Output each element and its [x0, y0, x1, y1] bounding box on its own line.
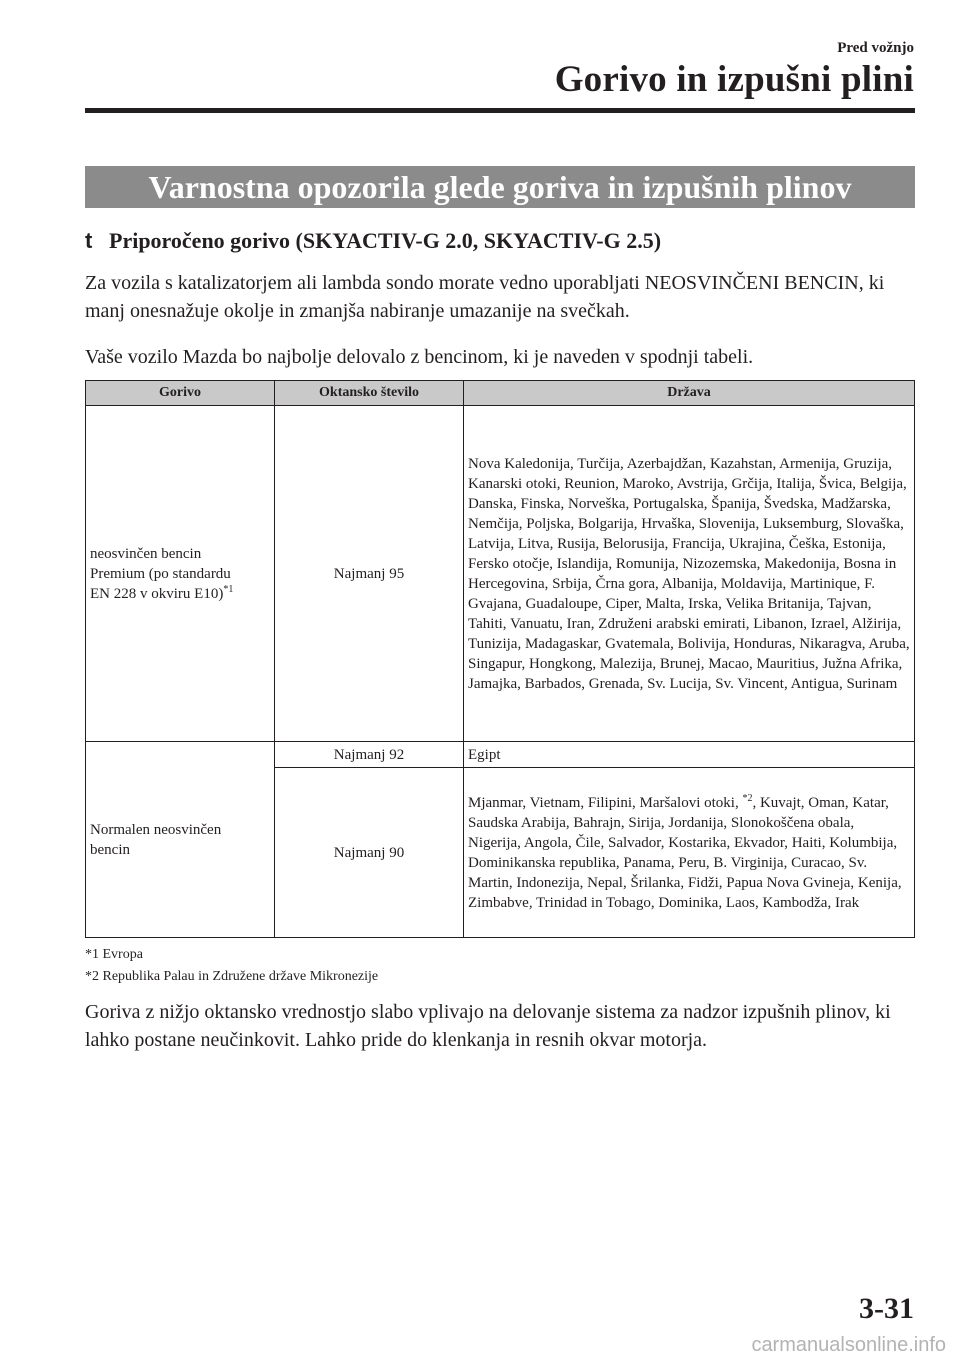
footnote-ref: *1 [223, 583, 234, 595]
closing-paragraph: Goriva z nižjo oktansko vrednostjo slabo vplivajo na delovanje sistema za nadzor izpušnih plinov, ki lahko postane neučinkovit. Lahko pride do klenkanja in resnih okvar motorja. [85, 1001, 891, 1051]
fuel-cell [86, 742, 275, 938]
table-header-row [86, 381, 915, 406]
table-row [86, 742, 915, 768]
fuel-line: Normalen neosvinčen [90, 821, 222, 838]
country-text: , Kuvajt, Oman, Katar, Saudska Arabija, Bahrajn, Sirija, Jordanija, Slonokoščena obala, Nigerija, Angola, Čile, Salvador, Kostarika, Ekvador, Haiti, Kolumbija, Dominikanska republika, Panama, Peru, B. Virginija, Curacao, Sv. Martin, Indonezija, Nepal, Šrilanka, Fidži, Papua Nova Gvineja, Kenija, Zimbabve, Trinidad in Tobago, Dominika, Laos, Kambodža, Irak [468, 794, 902, 911]
country-text: Mjanmar, Vietnam, Filipini, Maršalovi otoki, [468, 794, 739, 811]
octane-cell: Najmanj 90 [275, 768, 464, 938]
fuel-line: bencin [90, 841, 130, 858]
intro-paragraph: Za vozila s katalizatorjem ali lambda sondo morate vedno uporabljati NEOSVINČENI BENCIN, ki manj onesnažuje okolje in zmanjša nabiranje umazanije na svečkah. [85, 272, 885, 322]
fuel-line: neosvinčen bencin [90, 545, 202, 562]
header-country: Država [464, 381, 915, 406]
bullet-icon: t [85, 228, 93, 253]
header-octane: Oktansko število [275, 381, 464, 406]
fuel-line: Premium (po standardu [90, 565, 231, 582]
footnote: *2 Republika Palau in Združene države Mikronezije [85, 969, 379, 984]
subheading [85, 228, 661, 254]
country-cell [464, 768, 915, 938]
chapter-title: Gorivo in izpušni plini [554, 59, 914, 100]
fuel-cell [86, 406, 275, 742]
table-row [86, 406, 915, 742]
footnote-ref: *2 [742, 792, 753, 804]
footnote: *1 Evropa [85, 947, 143, 962]
section-banner: Varnostna opozorila glede goriva in izpušnih plinov [85, 166, 915, 208]
country-cell: Nova Kaledonija, Turčija, Azerbajdžan, Kazahstan, Armenija, Gruzija, Kanarski otoki, Reunion, Maroko, Avstrija, Grčija, Italija, Švica, Belgija, Danska, Finska, Norveška, Portugalska, Španija, Švedska, Madžarska, Nemčija, Poljska, Bolgarija, Hrvaška, Slovenija, Luksemburg, Slovaška, Latvija, Litva, Rusija, Belorusija, Francija, Ukrajina, Češka, Estonija, Fersko otočje, Islandija, Romunija, Nizozemska, Makedonija, Bosna in Hercegovina, Srbija, Črna gora, Albanija, Moldavija, Martinique, F. Gvajana, Guadaloupe, Ciper, Malta, Irska, Velika Britanija, Tajvan, Tahiti, Vanuatu, Iran, Združeni arabski emirati, Libanon, Izrael, Alžirija, Tunizija, Madagaskar, Gvatemala, Bolivija, Honduras, Nikaragva, Aruba, Singapur, Hongkong, Malezija, Brunej, Macao, Mauritius, Južna Afrika, Jamajka, Barbados, Grenada, Sv. Lucija, Sv. Vincent, Antigua, Surinam [464, 406, 915, 742]
octane-cell: Najmanj 92 [275, 742, 464, 768]
watermark: carmanualsonline.info [751, 1334, 946, 1356]
header-divider [85, 108, 915, 113]
header-fuel: Gorivo [86, 381, 275, 406]
fuel-line: EN 228 v okviru E10) [90, 585, 224, 602]
country-cell: Egipt [464, 742, 915, 768]
section-label: Pred vožnjo [837, 40, 914, 56]
octane-cell: Najmanj 95 [275, 406, 464, 742]
page-number: 3-31 [859, 1292, 914, 1325]
subheading-text: Priporočeno gorivo (SKYACTIV-G 2.0, SKYACTIV-G 2.5) [109, 228, 662, 253]
table-intro-paragraph: Vaše vozilo Mazda bo najbolje delovalo z bencinom, ki je naveden v spodnji tabeli. [85, 346, 754, 368]
fuel-table [85, 380, 915, 938]
